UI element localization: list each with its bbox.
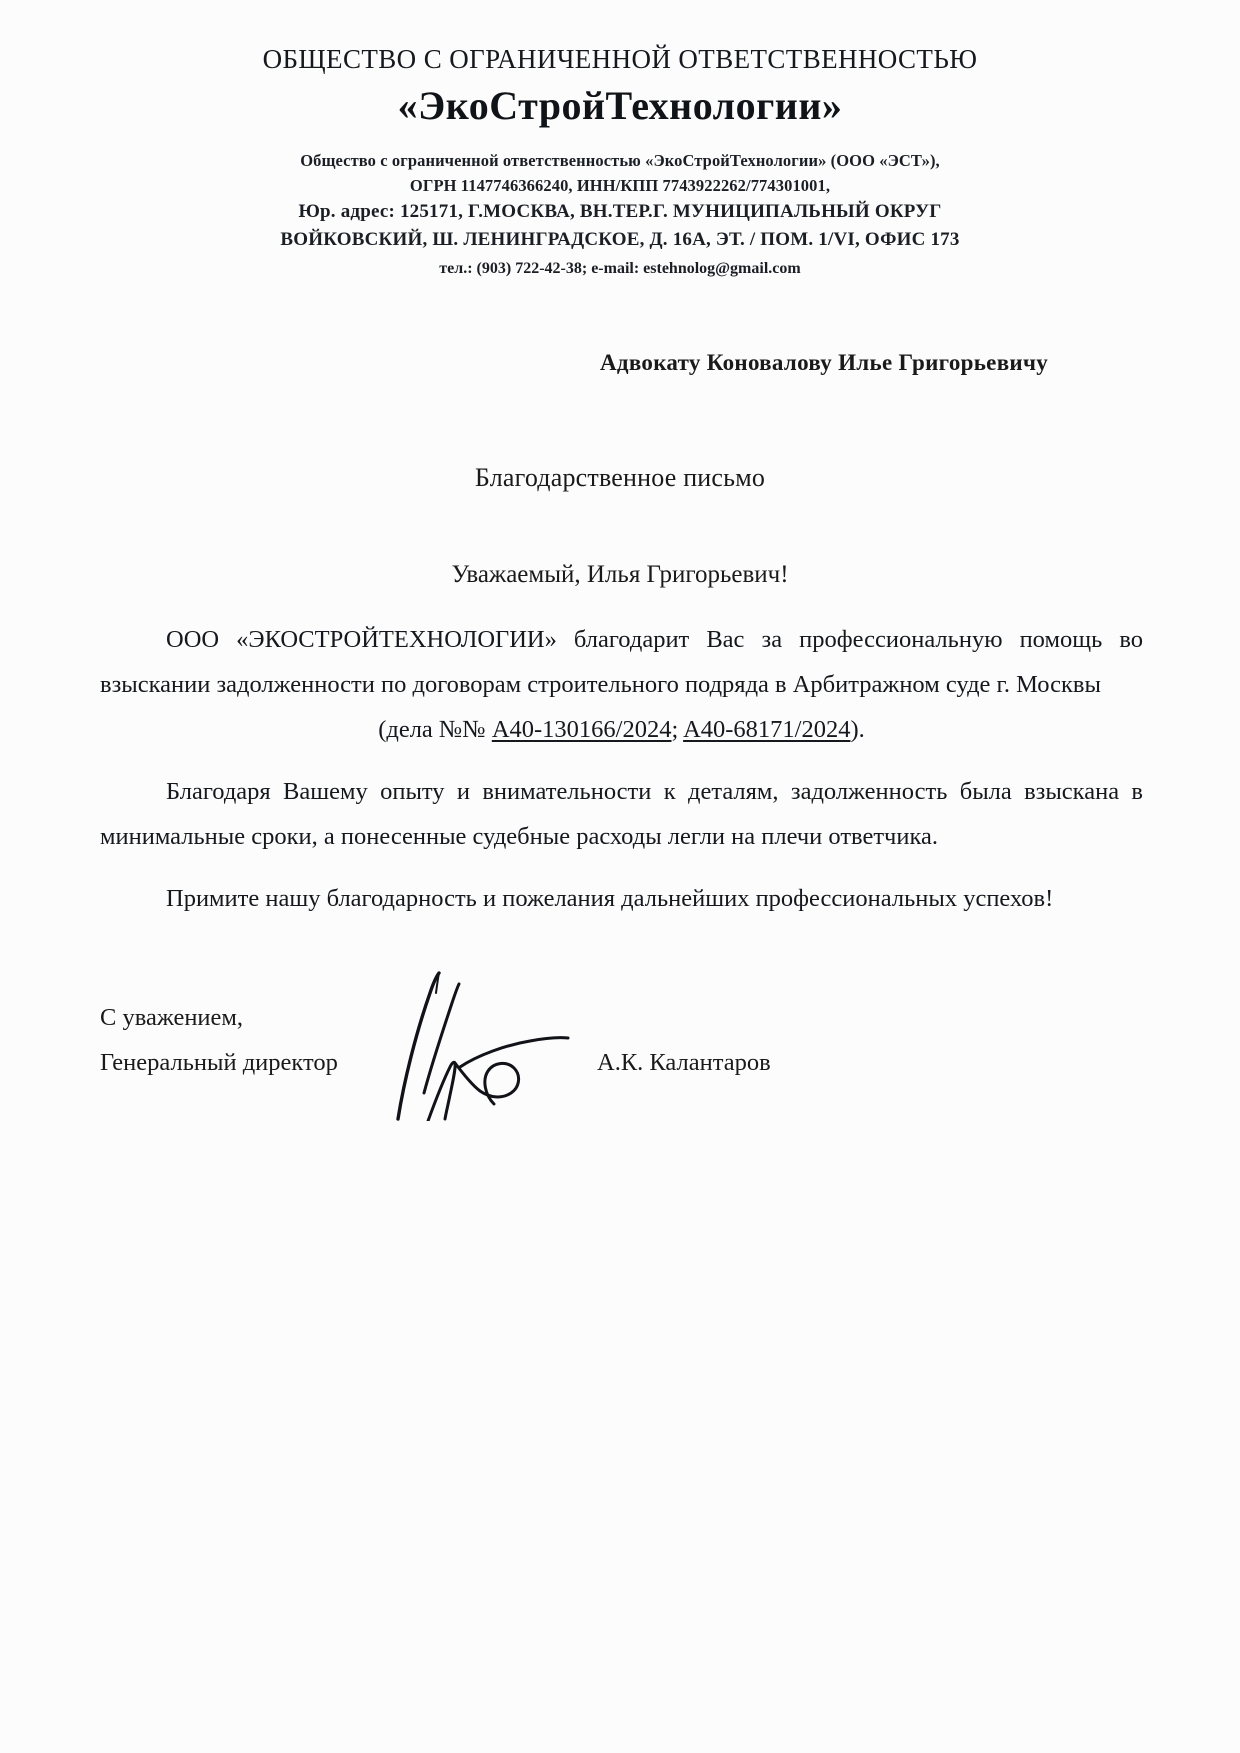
company-requisites bbox=[100, 148, 1140, 281]
letter-body bbox=[100, 617, 1143, 938]
signature-block bbox=[100, 995, 1140, 1125]
letterhead-legal-form: ОБЩЕСТВО С ОГРАНИЧЕННОЙ ОТВЕТСТВЕННОСТЬЮ bbox=[262, 44, 978, 74]
cases-separator: ; bbox=[671, 716, 684, 743]
signature-name: А.К. Калантаров bbox=[597, 1049, 771, 1076]
requisites-address-line-1: Юр. адрес: 125171, Г.МОСКВА, ВН.ТЕР.Г. МУНИЦИПАЛЬНЫЙ ОКРУГ bbox=[298, 201, 942, 222]
cases-prefix: (дела №№ bbox=[378, 716, 492, 743]
requisites-registration: ОГРН 1147746366240, ИНН/КПП 7743922262/774301001, bbox=[409, 176, 831, 195]
signature-position: Генеральный директор bbox=[100, 1049, 338, 1076]
case-numbers-line bbox=[100, 707, 1143, 752]
signature-closing: С уважением, bbox=[100, 1004, 244, 1031]
signature-left-column bbox=[100, 995, 338, 1085]
requisites-contacts: тел.: (903) 722-42-38; e-mail: estehnolog@gmail.com bbox=[439, 260, 801, 277]
requisites-legal-name: Общество с ограниченной ответственностью «ЭкоСтройТехнологии» (ООО «ЭСТ»), bbox=[300, 151, 940, 170]
document-title: Благодарственное письмо bbox=[474, 463, 766, 492]
letterhead-company-name: «ЭкоСтройТехнологии» bbox=[397, 83, 843, 128]
requisites-address-line-2: ВОЙКОВСКИЙ, Ш. ЛЕНИНГРАДСКОЕ, Д. 16А, ЭТ. / ПОМ. 1/VI, ОФИС 173 bbox=[280, 229, 960, 250]
body-paragraph-1 bbox=[100, 617, 1143, 707]
case-number-1[interactable]: A40-130166/2024 bbox=[491, 716, 672, 743]
body-paragraph-2: Благодаря Вашему опыту и внимательности к деталям, задолженность была взыскана в минимальные сроки, а понесенные судебные расходы легли на плечи ответчика. bbox=[100, 778, 1143, 850]
addressee-line: Адвокату Коновалову Илье Григорьевичу bbox=[600, 350, 1049, 375]
body-paragraph-1-text: ООО «ЭКОСТРОЙТЕХНОЛОГИИ» благодарит Вас за профессиональную помощь во взыскании задолженности по договорам строительного подряда в Арбитражном суде г. Москвы bbox=[100, 626, 1143, 698]
body-paragraph-3: Примите нашу благодарность и пожелания дальнейших профессиональных успехов! bbox=[166, 885, 1054, 912]
greeting-line: Уважаемый, Илья Григорьевич! bbox=[451, 561, 789, 588]
case-number-2[interactable]: A40-68171/2024 bbox=[683, 716, 851, 743]
cases-suffix: ). bbox=[850, 716, 865, 743]
letterhead bbox=[100, 44, 1140, 129]
